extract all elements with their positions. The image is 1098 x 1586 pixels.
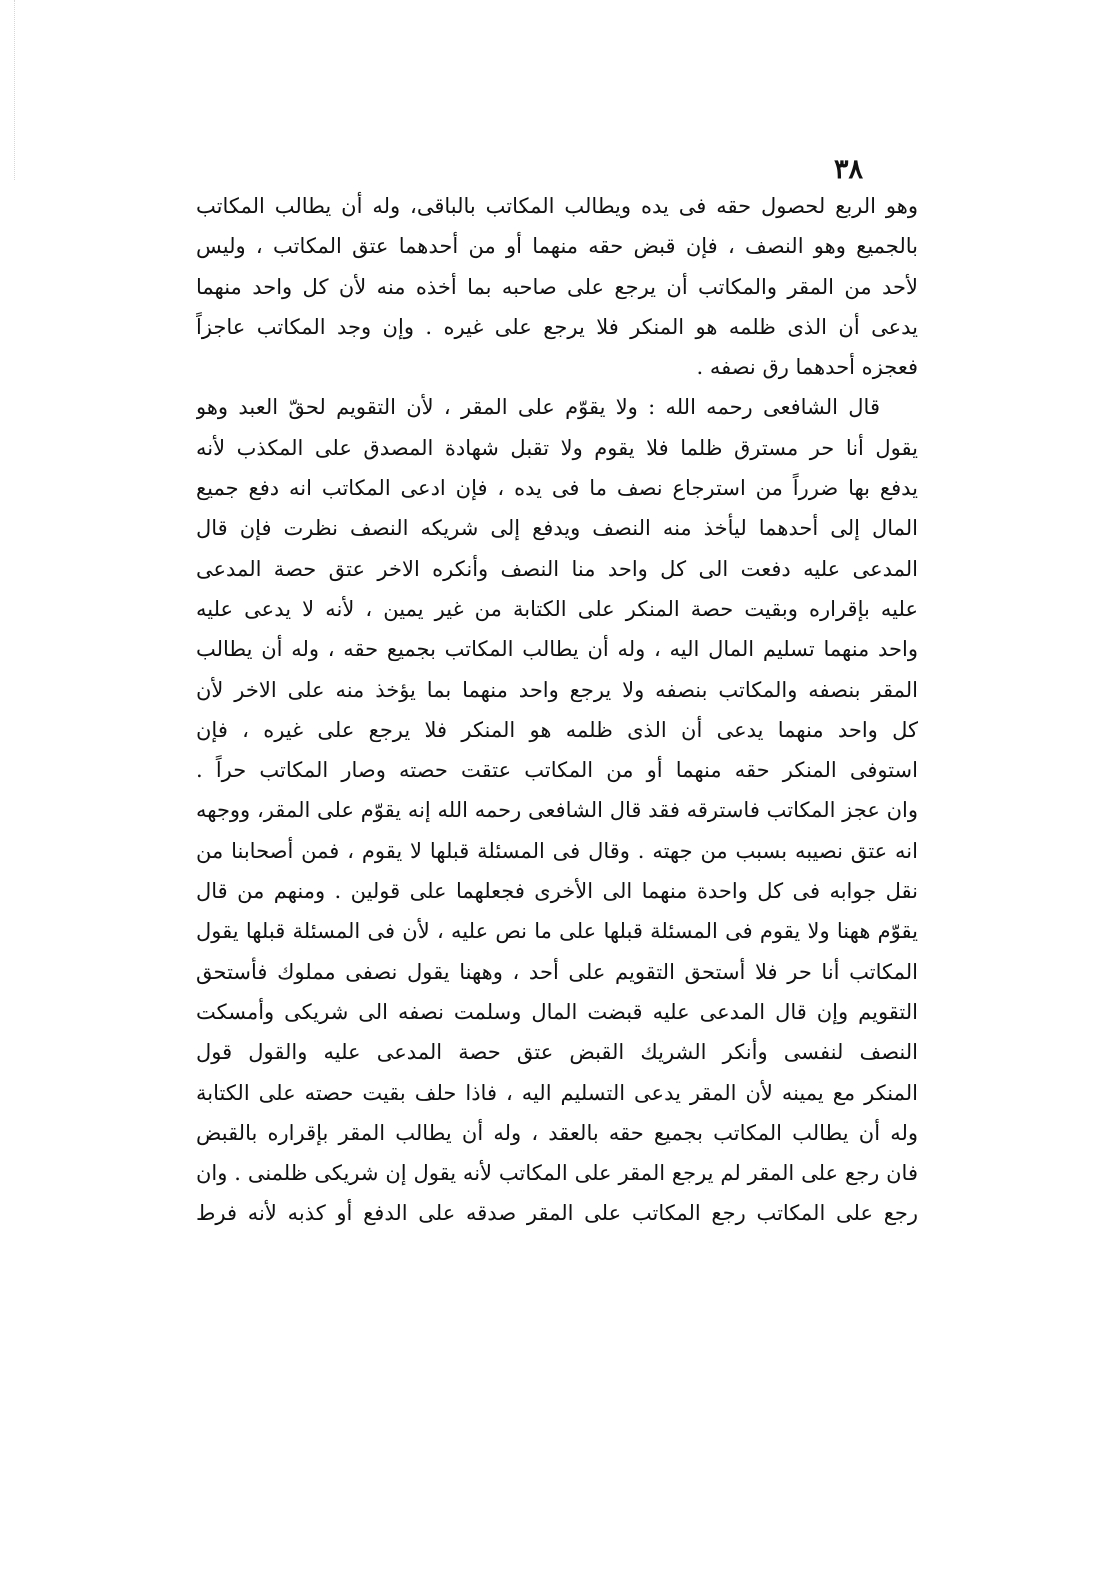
text-line: لأحد من المقر والمكاتب أن يرجع على صاحبه بما أخذه منه لأن كل واحد منهما — [196, 274, 918, 299]
text-line: بالجميع وهو النصف ، فإن قبض حقه منهما أو من أحدهما عتق المكاتب ، وليس — [196, 234, 918, 259]
text-line: النصف لنفسى وأنكر الشريك القبض عتق حصة المدعى عليه والقول قول — [196, 1040, 918, 1065]
text-line: المنكر مع يمينه لأن المقر يدعى التسليم اليه ، فاذا حلف بقيت حصته على الكتابة — [196, 1080, 918, 1105]
text-line: يدعى أن الذى ظلمه هو المنكر فلا يرجع على غيره . وإن وجد المكاتب عاجزاً — [196, 314, 918, 339]
text-line: يدفع بها ضرراً من استرجاع نصف ما فى يده ، فإن ادعى المكاتب انه دفع جميع — [196, 476, 918, 501]
text-line: فان رجع على المقر لم يرجع المقر على المكاتب لأنه يقول إن شريكى ظلمنى . وان — [196, 1161, 918, 1186]
text-line: كل واحد منهما يدعى أن الذى ظلمه هو المنكر فلا يرجع على غيره ، فإن — [196, 717, 918, 742]
body-text — [196, 186, 918, 1234]
text-line: وهو الربع لحصول حقه فى يده ويطالب المكاتب بالباقى، وله أن يطالب المكاتب — [196, 194, 918, 218]
text-line: نقل جوابه فى كل واحدة منهما الى الأخرى فجعلهما على قولين . ومنهم من قال — [196, 879, 918, 904]
text-line: رجع على المكاتب رجع المكاتب على المقر صدقه على الدفع أو كذبه لأنه فرط — [196, 1201, 918, 1226]
text-line: يقول أنا حر مسترق ظلما فلا يقوم ولا تقبل شهادة المصدق على المكذب لأنه — [196, 435, 918, 460]
text-line: وان عجز المكاتب فاسترقه فقد قال الشافعى رحمه الله إنه يقوّم على المقر، ووجهه — [196, 798, 918, 823]
text-line: المكاتب أنا حر فلا أستحق التقويم على أحد ، وههنا يقول نصفى مملوك فأستحق — [196, 959, 918, 984]
text-line: المدعى عليه دفعت الى كل واحد منا النصف وأنكره الاخر عتق حصة المدعى — [196, 556, 918, 581]
text-line: واحد منهما تسليم المال اليه ، وله أن يطالب المكاتب بجميع حقه ، وله أن يطالب — [196, 637, 918, 662]
text-line: عليه بإقراره وبقيت حصة المنكر على الكتابة من غير يمين ، لأنه لا يدعى عليه — [196, 596, 918, 621]
text-line: المقر بنصفه والمكاتب بنصفه ولا يرجع واحد منهما بما يؤخذ منه على الاخر لأن — [196, 677, 918, 702]
page-edge-mark — [0, 0, 15, 180]
page-number: ٣٨ — [834, 154, 864, 185]
text-line: وله أن يطالب المكاتب بجميع حقه بالعقد ، وله أن يطالب المقر بإقراره بالقبض — [196, 1120, 918, 1145]
text-line: يقوّم ههنا ولا يقوم فى المسئلة قبلها على ما نص عليه ، لأن فى المسئلة قبلها يقول — [196, 919, 918, 944]
text-line: انه عتق نصيبه بسبب من جهته . وقال فى المسئلة قبلها لا يقوم ، فمن أصحابنا من — [196, 838, 918, 863]
text-line: فعجزه أحدهما رق نصفه . — [696, 355, 918, 380]
text-line: التقويم وإن قال المدعى عليه قبضت المال وسلمت نصفه الى شريكى وأمسكت — [196, 999, 918, 1024]
text-line: استوفى المنكر حقه منهما أو من المكاتب عتقت حصته وصار المكاتب حراً . — [196, 758, 918, 783]
text-line: قال الشافعى رحمه الله : ولا يقوّم على المقر ، لأن التقويم لحقّ العبد وهو — [196, 395, 880, 420]
text-line: المال إلى أحدهما ليأخذ منه النصف ويدفع إلى شريكه النصف نظرت فإن قال — [196, 516, 918, 541]
